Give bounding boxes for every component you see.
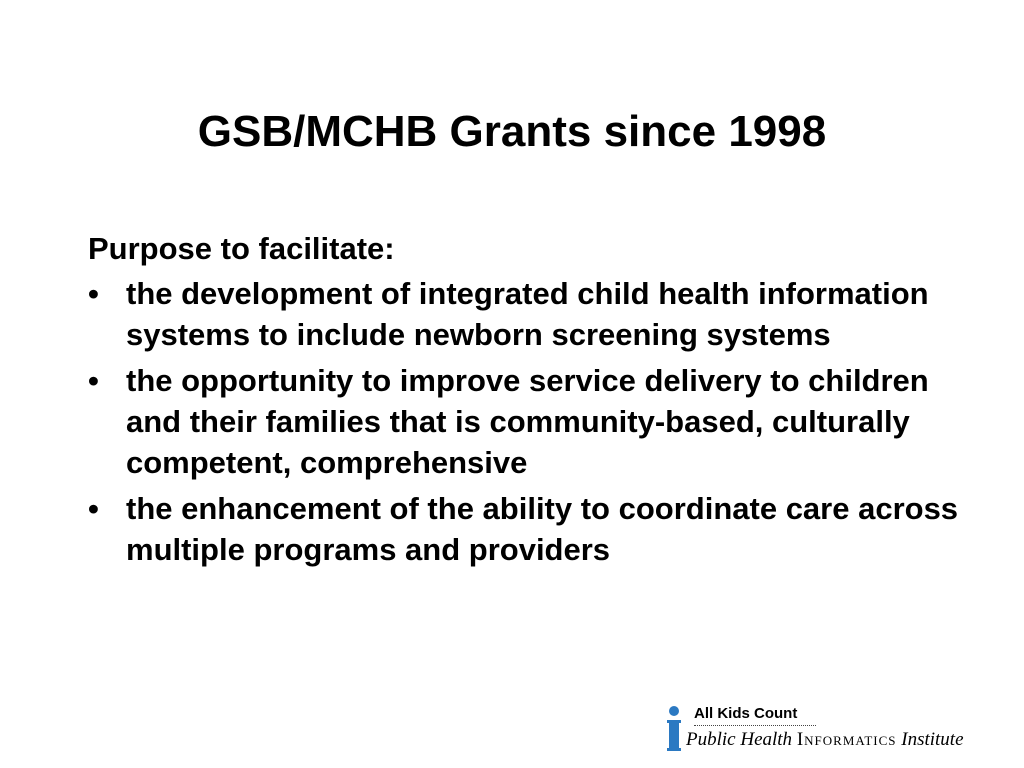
logo-text-public-health: Public Health bbox=[686, 729, 797, 750]
bullet-text: the enhancement of the ability to coordinate care across multiple programs and providers bbox=[126, 491, 959, 567]
logo-line-2 bbox=[686, 729, 964, 751]
logo-text-institute: Institute bbox=[896, 729, 964, 750]
bullet-item bbox=[88, 360, 968, 483]
bullet-icon: • bbox=[88, 363, 99, 398]
bullet-item bbox=[88, 273, 968, 355]
logo bbox=[666, 705, 1011, 753]
bullet-list bbox=[88, 273, 968, 570]
logo-line-1: All Kids Count bbox=[694, 705, 798, 722]
bullet-icon: • bbox=[88, 491, 99, 526]
bullet-text: the opportunity to improve service delivery to children and their families that is community-based, culturally competent, comprehensive bbox=[126, 363, 929, 480]
bullet-icon: • bbox=[88, 276, 99, 311]
logo-divider bbox=[694, 725, 816, 726]
lead-text: Purpose to facilitate: bbox=[88, 231, 395, 266]
bullet-item bbox=[88, 488, 968, 570]
slide-title: GSB/MCHB Grants since 1998 bbox=[197, 107, 827, 156]
info-i-logo-icon bbox=[666, 705, 682, 753]
slide-body bbox=[88, 228, 968, 575]
bullet-text: the development of integrated child health information systems to include newborn screening systems bbox=[126, 276, 929, 352]
logo-text-informatics: Informatics bbox=[796, 729, 897, 750]
